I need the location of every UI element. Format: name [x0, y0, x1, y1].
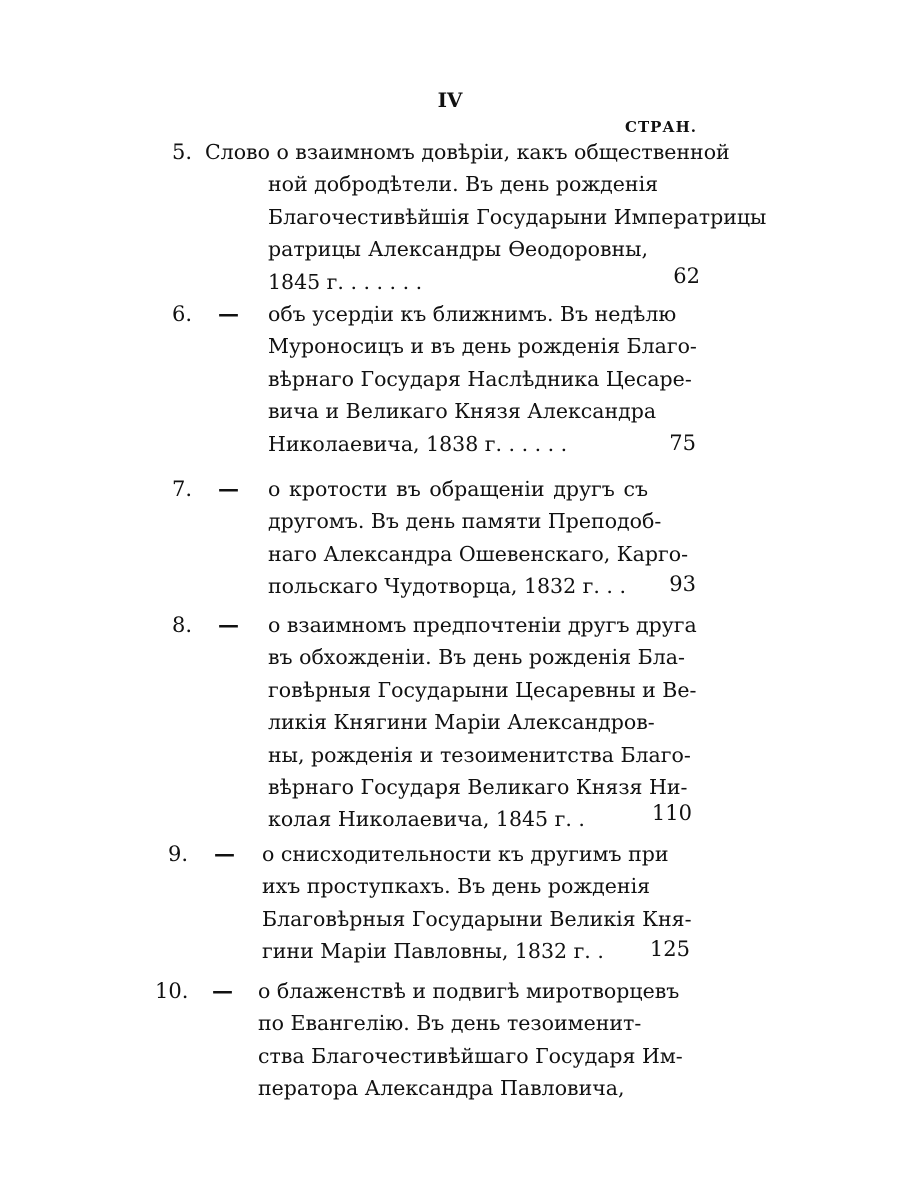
entry-text — [205, 136, 730, 168]
entry-dash: — — [212, 978, 233, 1003]
entry-line: другомъ. Въ день памяти Преподоб- — [268, 509, 662, 534]
entry-number: 9. — [168, 842, 189, 866]
entry-dash: — — [218, 301, 239, 326]
entry-line: говѣрныя Государыни Цесаревны и Ве- — [268, 677, 697, 702]
entry-page: 75 — [669, 431, 696, 455]
entry-number: 8. — [172, 613, 193, 637]
page-number: IV — [437, 88, 463, 112]
entry-line: колая Николаевича, 1845 г. . — [268, 807, 585, 832]
entry-number: 6. — [172, 302, 193, 326]
entry-line: Слово о взаимномъ довѣріи, какъ общественной — [205, 140, 730, 164]
entry-page: 93 — [669, 572, 696, 596]
entry-line: Муроносицъ и въ день рожденія Благо- — [268, 334, 697, 359]
entry-line: гини Маріи Павловны, 1832 г. . — [262, 939, 604, 964]
entry-page: 62 — [673, 264, 700, 288]
entry-line: о кротости въ обращеніи другъ съ — [268, 477, 648, 501]
entry-number: 7. — [172, 477, 193, 501]
entry-line: въ обхожденіи. Въ день рожденія Бла- — [268, 645, 685, 670]
entry-line: ратрицы Александры Ѳеодоровны, — [268, 237, 648, 262]
column-header-pages: СТРАН. — [625, 118, 697, 136]
entry-line: вѣрнаго Государя Наслѣдника Цесаре- — [268, 366, 692, 391]
entry-line: ства Благочестивѣйшаго Государя Им- — [258, 1043, 683, 1068]
entry-line: Благочестивѣйшія Государыни Императрицы — [268, 204, 767, 229]
entry-page: 125 — [649, 937, 690, 961]
entry-line: Николаевича, 1838 г. . . . . . — [268, 431, 568, 456]
entry-line: ны, рожденія и тезоименитства Благо- — [268, 742, 691, 767]
entry-line: 1845 г. . . . . . . — [268, 269, 423, 294]
entry-line: объ усердіи къ ближнимъ. Въ недѣлю — [268, 302, 677, 326]
entry-line: ператора Александра Павловича, — [258, 1076, 625, 1101]
entry-number: 5. — [172, 140, 193, 164]
entry-line: ихъ проступкахъ. Въ день рожденія — [262, 874, 651, 899]
entry-dash: — — [218, 476, 239, 501]
entry-line: вѣрнаго Государя Великаго Князя Ни- — [268, 775, 688, 800]
entry-line: ликія Княгини Маріи Александров- — [268, 710, 655, 735]
entry-line: о взаимномъ предпочтеніи другъ друга — [268, 613, 697, 637]
entry-dash: — — [218, 612, 239, 637]
entry-line: Благовѣрныя Государыни Великія Кня- — [262, 906, 692, 931]
entry-line: о блаженствѣ и подвигѣ миротворцевъ — [258, 979, 680, 1003]
entry-text — [258, 975, 683, 1105]
entry-line: о снисходительности къ другимъ при — [262, 842, 669, 866]
entry-line: вича и Великаго Князя Александра — [268, 399, 657, 424]
entry-line: по Евангелію. Въ день тезоименит- — [258, 1011, 642, 1036]
entry-line: польскаго Чудотворца, 1832 г. . . — [268, 574, 626, 599]
entry-dash: — — [214, 841, 235, 866]
entry-line: наго Александра Ошевенскаго, Карго- — [268, 541, 689, 566]
entry-page: 110 — [651, 801, 692, 825]
entry-line: ной добродѣтели. Въ день рожденія — [268, 172, 659, 197]
entry-number: 10. — [155, 979, 189, 1003]
